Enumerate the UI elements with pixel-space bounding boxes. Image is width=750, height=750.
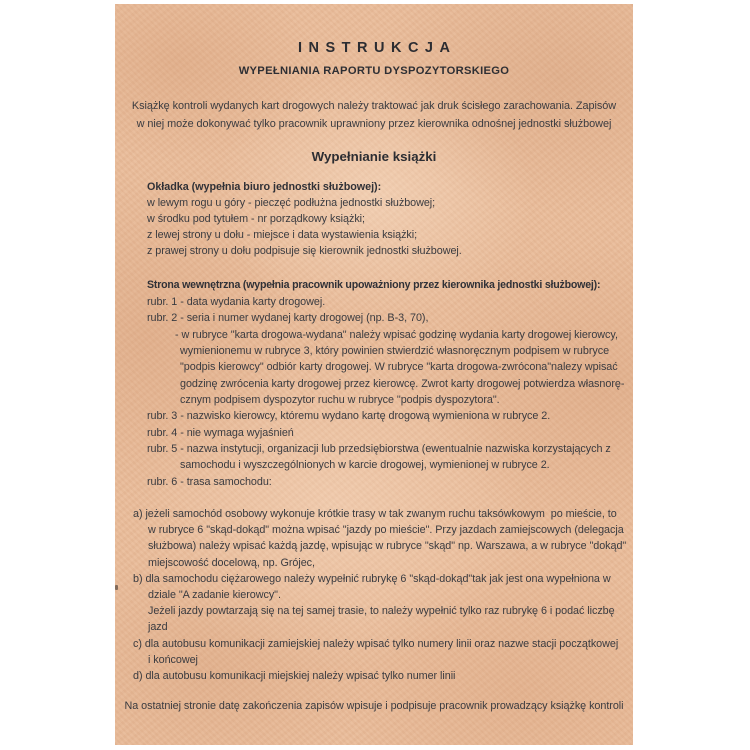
inner-page-section-heading: Strona wewnętrzna (wypełnia pracownik upoważniony przez kierownika jednostki służbowej): — [147, 279, 601, 291]
cover-instruction-line: w środku pod tytułem - nr porządkowy książki; — [147, 213, 365, 225]
route-item-line: Jeżeli jazdy powtarzają się na tej samej trasie, to należy wypełnić tylko raz rubrykę 6 i podać liczbę — [148, 605, 615, 618]
route-item-line: dziale "A zadanie kierowcy". — [148, 589, 281, 602]
section-heading-wypelnianie-ksiazki: Wypełnianie książki — [311, 149, 437, 164]
intro-line: w niej może dokonywać tylko pracownik uprawniony przez kierownika odnośnej jednostki służbowej — [136, 118, 612, 130]
route-item-line: c) dla autobusu komunikacji zamiejskiej należy wpisać tylko numery linii oraz nazwe stacji początkowej — [133, 637, 619, 650]
rubric-instruction-line: - w rubryce "karta drogowa-wydana" należy wpisać godzinę wydania karty drogowej kierowcy, — [175, 328, 618, 341]
rubric-instruction-line: rubr. 2 - seria i numer wydanej karty drogowej (np. B-3, 70), — [147, 312, 429, 325]
inner-page-section — [147, 277, 625, 490]
closing-note-block — [115, 698, 633, 714]
rubric-instruction-line: wymienionemu w rubryce 3, który powinien stwierdzić własnoręcznym podpisem w rubryce — [180, 345, 610, 358]
title-block — [115, 40, 633, 56]
cover-section-heading: Okładka (wypełnia biuro jednostki służbowej): — [147, 181, 382, 193]
paper-speck — [115, 585, 118, 590]
route-items-section — [133, 506, 627, 684]
intro-paragraph — [115, 97, 633, 133]
intro-line: Książkę kontroli wydanych kart drogowych należy traktować jak druk ścisłego zarachowania. Zapisów — [131, 100, 617, 112]
cover-section — [147, 179, 609, 259]
route-item-line: d) dla autobusu komunikacji miejskiej należy wpisać tylko numer linii — [133, 670, 456, 683]
route-item-line: b) dla samochodu ciężarowego należy wypełnić rubrykę 6 "skąd-dokąd"tak jak jest ona wypełniona w — [133, 572, 611, 585]
document-title: INSTRUKCJA — [298, 40, 457, 56]
rubric-instruction-line: godzinę zwrócenia karty drogowej przez kierowcę. Zwrot karty drogowej potwierdza własnorę- — [180, 377, 625, 390]
rubric-instruction-line: "podpis kierowcy" odbiór karty drogowej. W rubryce "karta drogowa-zwrócona"nalezy wpisać — [180, 361, 618, 374]
route-item-line: w rubryce 6 "skąd-dokąd" można wpisać "jazdy po mieście". Przy jazdach zamiejscowych (delegacja — [148, 524, 624, 537]
rubric-instruction-line: rubr. 1 - data wydania karty drogowej. — [147, 296, 326, 308]
cover-instruction-line: z lewej strony u dołu - miejsce i data wystawienia książki; — [147, 229, 418, 241]
subtitle-block — [115, 65, 633, 77]
section-heading-block — [115, 149, 633, 164]
route-item-line: jazd — [148, 621, 168, 634]
closing-note: Na ostatniej stronie datę zakończenia zapisów wpisuje i podpisuje pracownik prowadzący książkę kontroli — [124, 700, 624, 712]
document-page — [115, 4, 633, 745]
route-item-line: służbowa) należy wpisać każdą jazdę, wpisując w rubryce "skąd" np. Warszawa, a w rubryce "dokąd" — [148, 540, 627, 553]
rubric-instruction-line: rubr. 5 - nazwa instytucji, organizacji lub przedsiębiorstwa (ewentualnie nazwiska korzystających z — [147, 443, 611, 456]
rubric-instruction-line: rubr. 4 - nie wymaga wyjaśnień — [147, 426, 294, 439]
rubric-instruction-line: samochodu i wyszczególnionych w karcie drogowej, wymienionej w rubryce 2. — [180, 459, 550, 472]
rubric-instruction-line: rubr. 6 - trasa samochodu: — [147, 475, 272, 488]
document-subtitle: WYPEŁNIANIA RAPORTU DYSPOZYTORSKIEGO — [238, 65, 510, 77]
route-item-line: a) jeżeli samochód osobowy wykonuje krótkie trasy w tak zwanym ruchu taksówkowym po mieście, to — [133, 508, 617, 520]
cover-instruction-line: w lewym rogu u góry - pieczęć podłużna jednostki służbowej; — [147, 197, 436, 209]
rubric-instruction-line: cznym podpisem dyspozytor ruchu w rubryce "podpis dyspozytora". — [180, 394, 500, 407]
rubric-instruction-line: rubr. 3 - nazwisko kierowcy, któremu wydano kartę drogową wymieniona w rubryce 2. — [147, 410, 551, 423]
route-item-line: i końcowej — [148, 653, 198, 666]
cover-instruction-line: z prawej strony u dołu podpisuje się kierownik jednostki służbowej. — [147, 245, 462, 257]
route-item-line: miejscowość docelową, np. Grójec, — [148, 556, 315, 569]
